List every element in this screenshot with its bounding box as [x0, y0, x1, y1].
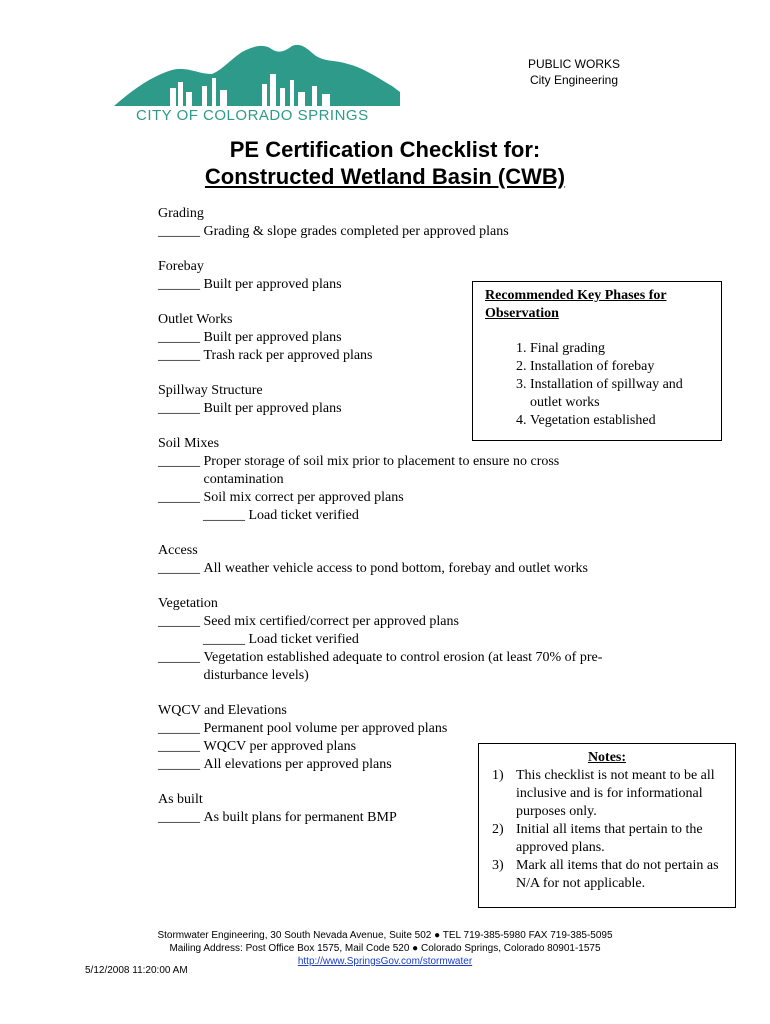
checklist-item [158, 276, 458, 294]
note-text: This checklist is not meant to be all inclusive and is for informational purposes only. [516, 768, 715, 819]
section-heading: Spillway Structure [158, 383, 263, 398]
checklist-item [158, 489, 598, 507]
checklist-item [158, 560, 638, 578]
item-text: Vegetation established adequate to control erosion (at least 70% of pre-disturbance levels) [203, 650, 603, 683]
key-phase-item: 1. Final grading [530, 340, 709, 358]
initial-blank[interactable]: ______ [158, 739, 204, 754]
item-text: Trash rack per approved plans [203, 348, 373, 363]
item-text: Grading & slope grades completed per approved plans [203, 224, 509, 239]
checklist-item [158, 613, 643, 631]
item-text: As built plans for permanent BMP [203, 810, 397, 825]
title-line-2: Constructed Wetland Basin (CWB) [204, 164, 566, 189]
initial-blank[interactable]: ______ [158, 348, 204, 363]
checklist-subitem [158, 631, 643, 649]
checklist-item [158, 347, 458, 365]
note-item: 1) This checklist is not meant to be all inclusive and is for informational purposes only. [492, 768, 715, 819]
section-heading: Forebay [158, 259, 204, 274]
notes-box [478, 743, 736, 908]
item-text: All elevations per approved plans [203, 757, 392, 772]
title-line-1: PE Certification Checklist for: [229, 137, 541, 162]
initial-blank[interactable]: ______ [158, 454, 204, 469]
checklist-item [158, 649, 643, 685]
section-heading: WQCV and Elevations [158, 703, 287, 718]
note-item: 3) Mark all items that do not pertain as N/A for not applicable. [492, 858, 719, 891]
initial-blank[interactable]: ______ [158, 810, 204, 825]
city-logo [112, 40, 402, 126]
note-text: Initial all items that pertain to the approved plans. [516, 822, 703, 855]
initial-blank[interactable]: ______ [158, 330, 204, 345]
initial-blank[interactable]: ______ [158, 277, 204, 292]
checklist-item [158, 453, 598, 489]
checklist-item [158, 223, 658, 241]
checklist-item [158, 809, 458, 827]
section-heading: Grading [158, 206, 204, 221]
footer-mailing-address: Mailing Address: Post Office Box 1575, Mail Code 520 ● Colorado Springs, Colorado 80901-1575 [169, 943, 601, 954]
stormwater-website-link[interactable]: http://www.SpringsGov.com/stormwater [297, 956, 473, 967]
section-vegetation [158, 595, 643, 685]
page-title [0, 136, 770, 190]
section-as-built [158, 791, 458, 827]
initial-blank[interactable]: ______ [203, 632, 249, 647]
item-text: Load ticket verified [248, 508, 359, 523]
section-soil-mixes [158, 435, 598, 525]
item-text: Load ticket verified [248, 632, 359, 647]
initial-blank[interactable]: ______ [158, 490, 204, 505]
initial-blank[interactable]: ______ [158, 721, 204, 736]
note-item: 2) Initial all items that pertain to the approved plans. [492, 822, 703, 855]
section-outlet-works [158, 311, 458, 365]
item-text: Built per approved plans [203, 330, 342, 345]
section-heading: Access [158, 543, 198, 558]
key-phases-box [472, 281, 722, 441]
page-footer [0, 929, 770, 968]
section-heading: As built [158, 792, 203, 807]
initial-blank[interactable]: ______ [158, 614, 204, 629]
section-grading [158, 205, 658, 241]
checklist-item [158, 400, 458, 418]
document-timestamp: 5/12/2008 11:20:00 AM [85, 965, 188, 976]
item-text: Soil mix correct per approved plans [203, 490, 404, 505]
section-forebay [158, 258, 458, 294]
key-phases-heading: Recommended Key Phases for Observation [485, 288, 667, 321]
department-name: PUBLIC WORKS [527, 57, 620, 71]
initial-blank[interactable]: ______ [158, 757, 204, 772]
section-heading: Soil Mixes [158, 436, 220, 451]
item-text: WQCV per approved plans [203, 739, 357, 754]
footer-address: Stormwater Engineering, 30 South Nevada Avenue, Suite 502 ● TEL 719-385-5980 FAX 719-385-5095 [157, 930, 613, 941]
notes-list [489, 767, 725, 893]
section-wqcv [158, 702, 473, 774]
item-text: Built per approved plans [203, 401, 342, 416]
mountain-skyline-icon [112, 40, 402, 126]
item-text: Seed mix certified/correct per approved plans [203, 614, 459, 629]
initial-blank[interactable]: ______ [158, 224, 204, 239]
section-spillway [158, 382, 458, 418]
initial-blank[interactable]: ______ [203, 508, 249, 523]
note-text: Mark all items that do not pertain as N/A for not applicable. [516, 858, 719, 891]
section-heading: Vegetation [158, 596, 218, 611]
checklist-item [158, 720, 473, 738]
notes-heading: Notes: [587, 750, 627, 765]
item-text: Built per approved plans [203, 277, 342, 292]
item-text: Permanent pool volume per approved plans [203, 721, 448, 736]
checklist-item [158, 329, 458, 347]
checklist-item [158, 738, 473, 756]
initial-blank[interactable]: ______ [158, 650, 204, 665]
initial-blank[interactable]: ______ [158, 561, 204, 576]
item-text: All weather vehicle access to pond bottom, forebay and outlet works [203, 561, 588, 576]
key-phase-item: 2. Installation of forebay [530, 358, 709, 376]
checklist-item [158, 756, 473, 774]
section-access [158, 542, 638, 578]
department-label [528, 56, 620, 88]
key-phase-item: 3. Installation of spillway and outlet works [530, 376, 709, 412]
svg-text:CITY OF COLORADO SPRINGS: CITY OF COLORADO SPRINGS [136, 107, 369, 124]
section-heading: Outlet Works [158, 312, 233, 327]
key-phases-list [485, 340, 709, 430]
initial-blank[interactable]: ______ [158, 401, 204, 416]
item-text: Proper storage of soil mix prior to placement to ensure no cross contamination [203, 454, 560, 487]
checklist-subitem [158, 507, 598, 525]
key-phase-item: 4. Vegetation established [530, 412, 709, 430]
division-name: City Engineering [529, 73, 619, 87]
